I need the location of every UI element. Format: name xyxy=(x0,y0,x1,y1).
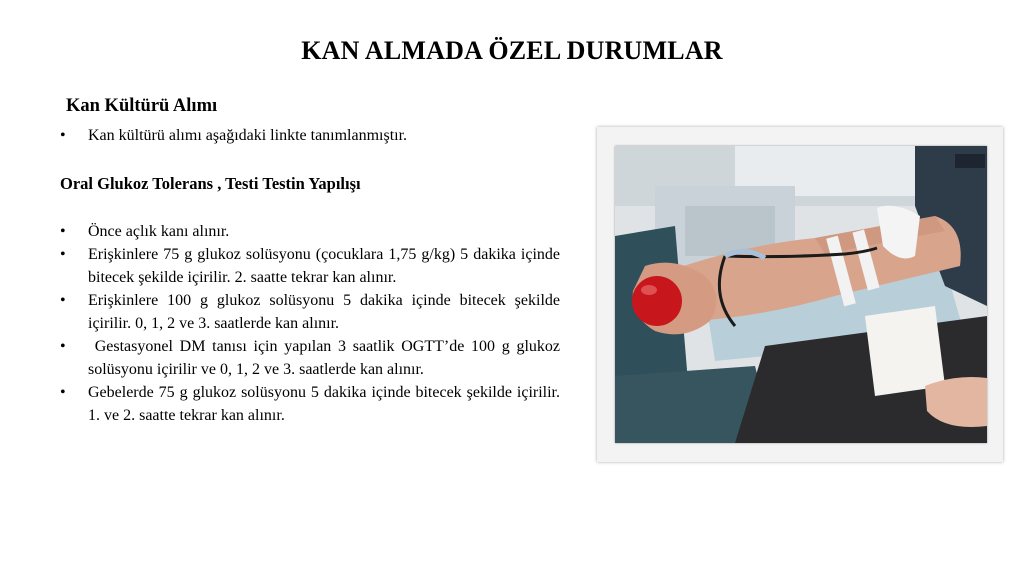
slide-title: KAN ALMADA ÖZEL DURUMLAR xyxy=(301,36,723,65)
bullet-marker: • xyxy=(60,246,66,263)
ogtt-list xyxy=(60,220,564,427)
list-item-text: Önce açlık kanı alınır. xyxy=(88,223,230,240)
list-item-text: Gestasyonel DM tanısı için yapılan 3 saatlik OGTT’de 100 g glukoz solüsyonu içirilir ve 0, 1, 2 ve 3. saatlerde kan alınır. xyxy=(88,338,564,378)
list-item xyxy=(60,335,564,381)
section-heading-blood-culture: Kan Kültürü Alımı xyxy=(66,96,218,116)
list-item-text: Gebelerde 75 g glukoz solüsyonu 5 dakika içinde bitecek şekilde içirilir. 1. ve 2. saatte tekrar kan alınır. xyxy=(88,384,560,424)
list-item xyxy=(60,220,560,243)
list-item-text: Erişkinlere 75 g glukoz solüsyonu (çocuklara 1,75 g/kg) 5 dakika içinde bitecek şekilde içirilir. 2. saatte tekrar kan alınır. xyxy=(88,246,560,286)
bullet-marker: • xyxy=(60,292,66,309)
bullet-marker: • xyxy=(60,384,66,401)
photo-frame xyxy=(597,127,1003,462)
blood-culture-text: Kan kültürü alımı aşağıdaki linkte tanımlanmıştır. xyxy=(88,127,408,144)
blood-draw-illustration xyxy=(615,146,987,443)
section-heading-ogtt: Oral Glukoz Tolerans , Testi Testin Yapılışı xyxy=(60,174,361,193)
list-item xyxy=(60,289,560,335)
bullet-marker: • xyxy=(60,223,66,240)
list-item xyxy=(60,381,560,427)
bullet-marker: • xyxy=(60,338,66,355)
blood-draw-photo xyxy=(615,146,987,443)
list-item-text: Erişkinlere 100 g glukoz solüsyonu 5 dakika içinde bitecek şekilde içirilir. 0, 1, 2 ve 3. saatlerde kan alınır. xyxy=(88,292,560,332)
bullet-marker: • xyxy=(60,127,66,144)
list-item xyxy=(60,243,560,289)
